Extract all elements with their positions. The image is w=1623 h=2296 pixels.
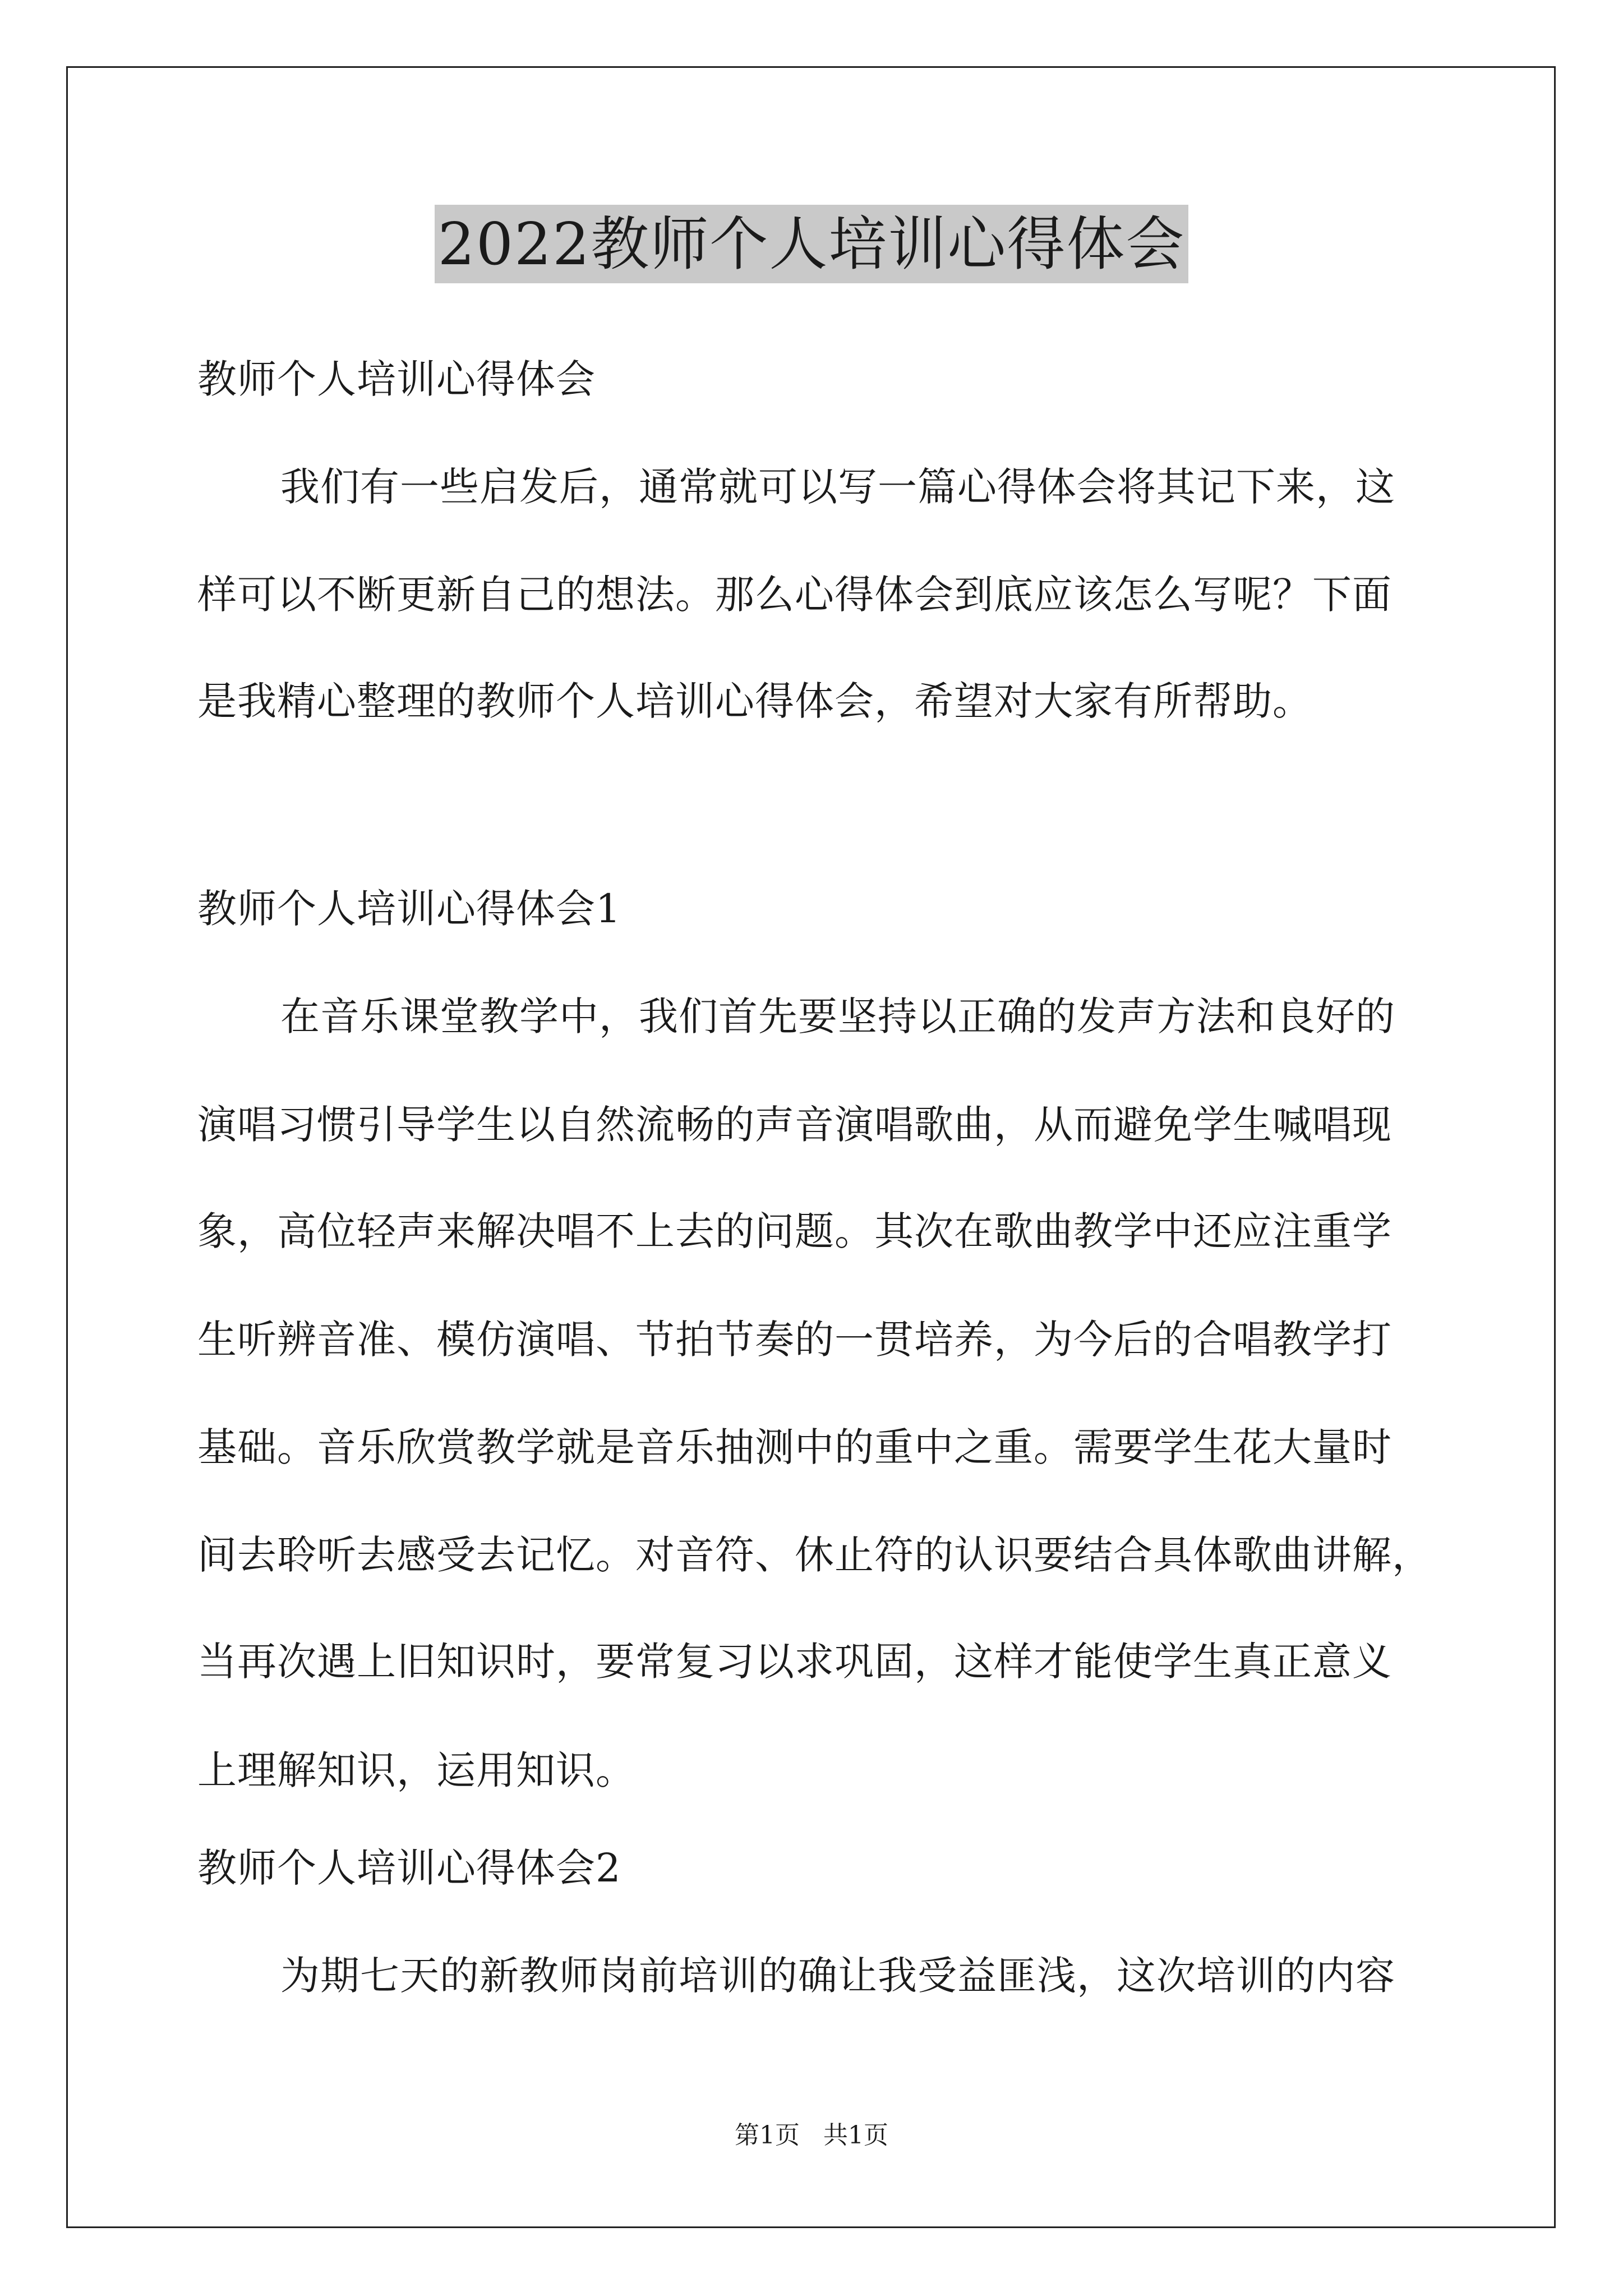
section1-line: 基础。音乐欣赏教学就是音乐抽测中的重中之重。需要学生花大量时 (197, 1424, 1392, 1470)
section-heading: 教师个人培训心得体会1 (197, 886, 621, 932)
section1-line: 演唱习惯引导学生以自然流畅的声音演唱歌曲，从而避免学生喊唱现 (197, 1102, 1392, 1148)
intro-line: 样可以不断更新自己的想法。那么心得体会到底应该怎么写呢？下面 (197, 572, 1392, 618)
page-number: 第1页 (735, 2121, 800, 2150)
section1-line: 当再次遇上旧知识时，要常复习以求巩固，这样才能使学生真正意义 (197, 1639, 1392, 1685)
section2-line: 为期七天的新教师岗前培训的确让我受益匪浅，这次培训的内容 (280, 1953, 1395, 1999)
section1-line: 上理解知识，运用知识。 (197, 1747, 635, 1793)
page-total: 共1页 (823, 2121, 888, 2150)
section1-line: 生听辨音准、模仿演唱、节拍节奏的一贯培养，为今后的合唱教学打 (197, 1317, 1392, 1363)
section1-line: 间去聆听去感受去记忆。对音符、休止符的认识要结合具体歌曲讲解， (197, 1532, 1432, 1578)
page-footer (0, 2119, 1623, 2152)
title-wrap (0, 205, 1623, 283)
document-title: 2022教师个人培训心得体会 (435, 205, 1189, 283)
intro-line: 是我精心整理的教师个人培训心得体会，希望对大家有所帮助。 (197, 678, 1312, 724)
section1-line: 在音乐课堂教学中，我们首先要坚持以正确的发声方法和良好的 (280, 993, 1395, 1039)
section1-line: 象，高位轻声来解决唱不上去的问题。其次在歌曲教学中还应注重学 (197, 1208, 1392, 1254)
document-subtitle: 教师个人培训心得体会 (197, 356, 596, 402)
intro-line: 我们有一些启发后，通常就可以写一篇心得体会将其记下来，这 (280, 464, 1395, 510)
section-heading: 教师个人培训心得体会2 (197, 1845, 621, 1891)
